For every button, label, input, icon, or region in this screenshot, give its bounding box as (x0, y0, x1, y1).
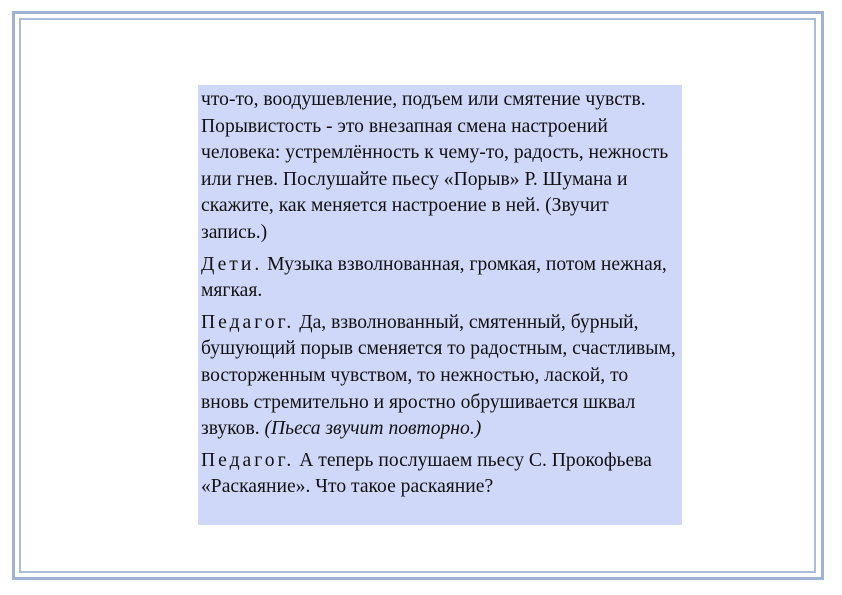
speaker-label: Педагог. (201, 449, 295, 471)
text-block (198, 85, 682, 525)
paragraph-teacher-2 (201, 448, 678, 501)
paragraph-teacher-1 (201, 310, 678, 443)
speaker-label: Дети. (201, 253, 263, 275)
paragraph-text: Музыка взволнованная, громкая, потом нежная, мягкая. (201, 253, 667, 302)
paragraph-intro (201, 87, 678, 247)
paragraph-text: что-то, воодушевление, подъем или смятение чувств. Порывистость - это внезапная смена настроений человека: устремлённость к чему-то, радость, нежность или гнев. Послушайте пьесу «Порыв» Р. Шумана и скажите, как меняется настроение в ней. (Звучит запись.) (201, 89, 669, 243)
paragraph-text: Да, взволнованный, смятенный, бурный, бушующий порыв сменяется то радостным, счастливым, восторженным чувством, то нежностью, лаской, то вновь стремительно и яростно обрушивается шквал звуков. (201, 311, 676, 440)
paragraph-children (201, 252, 678, 305)
paragraph-text: А теперь послушаем пьесу С. Прокофьева «Раскаяние». Что такое раскаяние? (201, 449, 652, 498)
stage-direction: (Пьеса звучит повторно.) (264, 418, 482, 440)
speaker-label: Педагог. (201, 311, 295, 333)
